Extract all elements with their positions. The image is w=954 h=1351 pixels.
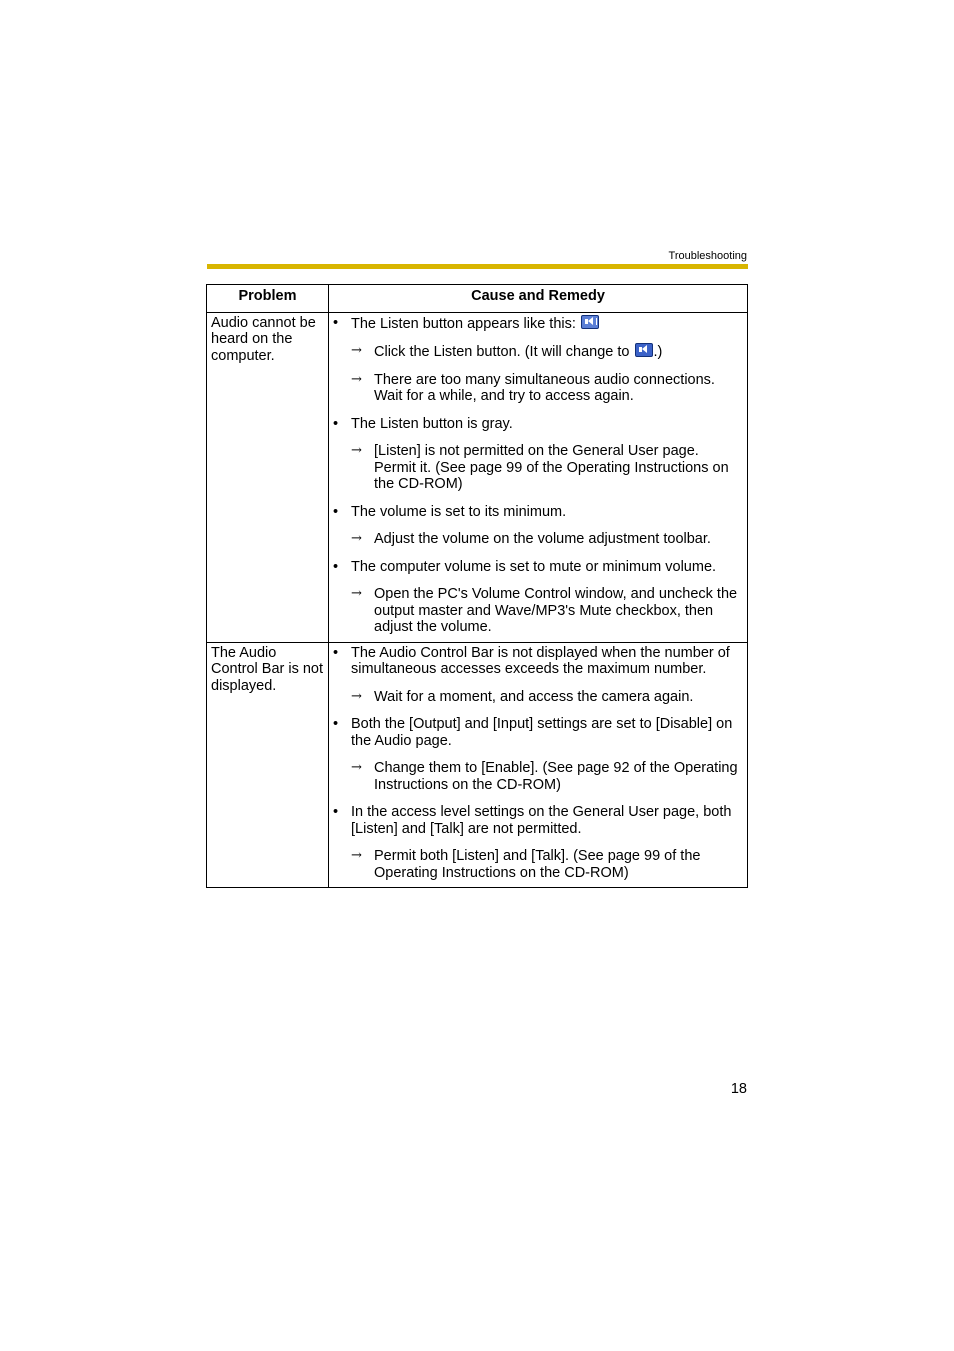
cause-column-header: Cause and Remedy (329, 285, 748, 313)
arrow-icon: → (351, 760, 362, 775)
bullet-icon: • (333, 644, 339, 661)
header-rule (207, 264, 748, 269)
arrow-icon: → (351, 343, 362, 358)
remedy-list (351, 689, 741, 706)
cause-text: The Audio Control Bar is not displayed when the number of simultaneous accesses exceeds the maximum number. (351, 644, 730, 677)
bullet-icon: • (333, 314, 339, 331)
remedy-text: Adjust the volume on the volume adjustment toolbar. (374, 531, 711, 547)
cause-text: The Listen button is gray. (351, 415, 513, 432)
remedy-list (351, 443, 741, 493)
table-row (207, 642, 748, 888)
running-head: Troubleshooting (668, 250, 747, 262)
remedy-text-end: .) (653, 344, 663, 360)
remedy-text: Wait for a moment, and access the camera again. (374, 688, 694, 705)
remedy-list (351, 848, 741, 881)
page-number: 18 (730, 1081, 747, 1097)
remedy-item (351, 443, 741, 493)
arrow-icon: → (351, 443, 362, 458)
cause-text: In the access level settings on the General User page, both [Listen] and [Talk] are not permitted. (351, 804, 732, 837)
bullet-icon: • (333, 558, 339, 575)
remedy-text: [Listen] is not permitted on the General User page. Permit it. (See page 99 of the Operating Instructions on the CD-ROM) (374, 443, 729, 492)
problem-column-header: Problem (207, 285, 329, 313)
cause-item (329, 804, 741, 881)
table-header-row (207, 285, 748, 313)
listen-button-off-icon (581, 315, 599, 329)
problem-cell: The Audio Control Bar is not displayed. (207, 642, 329, 888)
cause-item (329, 315, 741, 405)
arrow-icon: → (351, 848, 362, 863)
remedy-item (351, 848, 741, 881)
cause-list (329, 315, 741, 636)
listen-button-on-icon (635, 343, 653, 357)
remedy-list (351, 343, 741, 405)
cause-item (329, 716, 741, 793)
remedy-item (351, 343, 741, 361)
remedy-list (351, 531, 741, 548)
arrow-icon: → (351, 586, 362, 601)
cause-item (329, 559, 741, 636)
cause-item (329, 645, 741, 706)
cause-cell (329, 312, 748, 642)
bullet-icon: • (333, 503, 339, 520)
remedy-item (351, 689, 741, 706)
remedy-text: Click the Listen button. (It will change to (374, 344, 630, 360)
remedy-item (351, 372, 741, 405)
cause-text: The volume is set to its minimum. (351, 503, 567, 520)
cause-text: The computer volume is set to mute or minimum volume. (351, 558, 717, 575)
arrow-icon: → (351, 371, 362, 387)
remedy-text: Change them to [Enable]. (See page 92 of the Operating Instructions on the CD-ROM) (374, 760, 738, 793)
cause-cell (329, 642, 748, 888)
cause-list (329, 645, 741, 882)
arrow-icon: → (351, 688, 362, 704)
bullet-icon: • (333, 415, 339, 432)
remedy-text: Permit both [Listen] and [Talk]. (See page 99 of the Operating Instructions on the CD-ROM) (374, 848, 701, 881)
remedy-text: There are too many simultaneous audio connections. Wait for a while, and try to access again. (374, 371, 715, 404)
table-row (207, 312, 748, 642)
cause-text: Both the [Output] and [Input] settings are set to [Disable] on the Audio page. (351, 716, 733, 749)
problem-cell: Audio cannot be heard on the computer. (207, 312, 329, 642)
bullet-icon: • (333, 716, 339, 732)
cause-text: The Listen button appears like this: (351, 315, 576, 332)
cause-item (329, 416, 741, 493)
arrow-icon: → (351, 531, 362, 546)
remedy-list (351, 760, 741, 793)
remedy-item (351, 586, 741, 636)
bullet-icon: • (333, 804, 339, 820)
remedy-item (351, 760, 741, 793)
remedy-list (351, 586, 741, 636)
remedy-item (351, 531, 741, 548)
cause-item (329, 504, 741, 548)
troubleshooting-table (206, 284, 748, 888)
remedy-text: Open the PC's Volume Control window, and uncheck the output master and Wave/MP3's Mute checkbox, then adjust the volume. (374, 586, 738, 635)
